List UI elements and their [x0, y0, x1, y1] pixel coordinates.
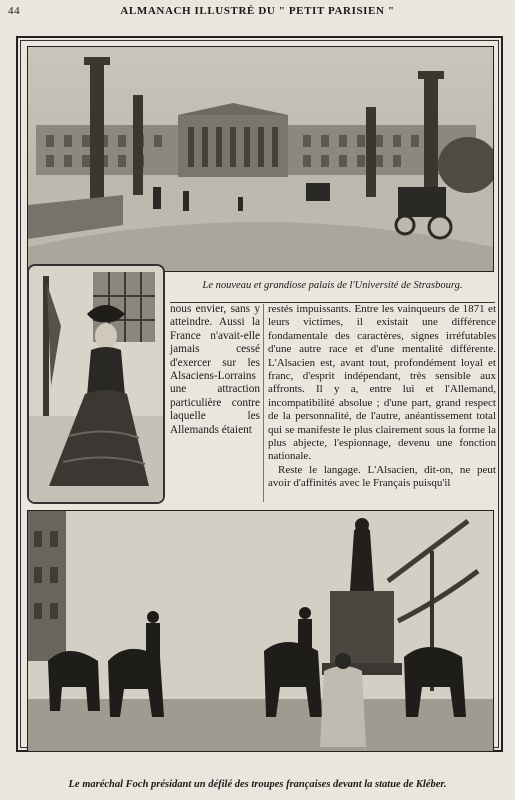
foch-caption: Le maréchal Foch présidant un défilé des troupes françaises devant la statue de Kléber.: [68, 779, 447, 790]
article-paragraph: restés impuissants. Entre les vainqueurs de 1871 et leurs victimes, il existait une différence fondamentale des caractères, signes irréfutables d'une autre race et d'une mentalité différente. L'Alsacien est, avant tout, profondément loyal et franc, d'esprit indépendant, très sensible aux affronts. Il y a, entre lui et l'Allemand, incompatibilité absolue ; d'une part, grand respect de la personnalité, de l'autre, anéantissement total qui se manifeste le plus clairement sous la forme la plus abjecte, l'espionnage, devenu une fonction nationale.: [268, 303, 496, 463]
foch-parade-photo: [27, 510, 494, 752]
article-right-column: [268, 303, 496, 503]
alsatian-woman-photo: [27, 264, 165, 504]
page-number: 44: [8, 5, 21, 17]
university-caption: Le nouveau et grandiose palais de l'Université de Strasbourg.: [202, 280, 463, 291]
column-rule: [263, 304, 264, 502]
article-paragraph: Reste le langage. L'Alsacien, dit-on, ne peut avoir d'affinités avec le Français puisqu'il: [268, 463, 496, 490]
running-title: ALMANACH ILLUSTRÉ DU " PETIT PARISIEN ": [120, 5, 395, 17]
university-photo: [27, 46, 494, 272]
page-header: [0, 4, 515, 20]
article-left-column: nous envier, sans y atteindre. Aussi la France n'avait-elle jamais cessé d'exercer sur les Alsaciens-Lorrains une attraction particulière contre laquelle les Allemands étaient: [170, 303, 260, 436]
